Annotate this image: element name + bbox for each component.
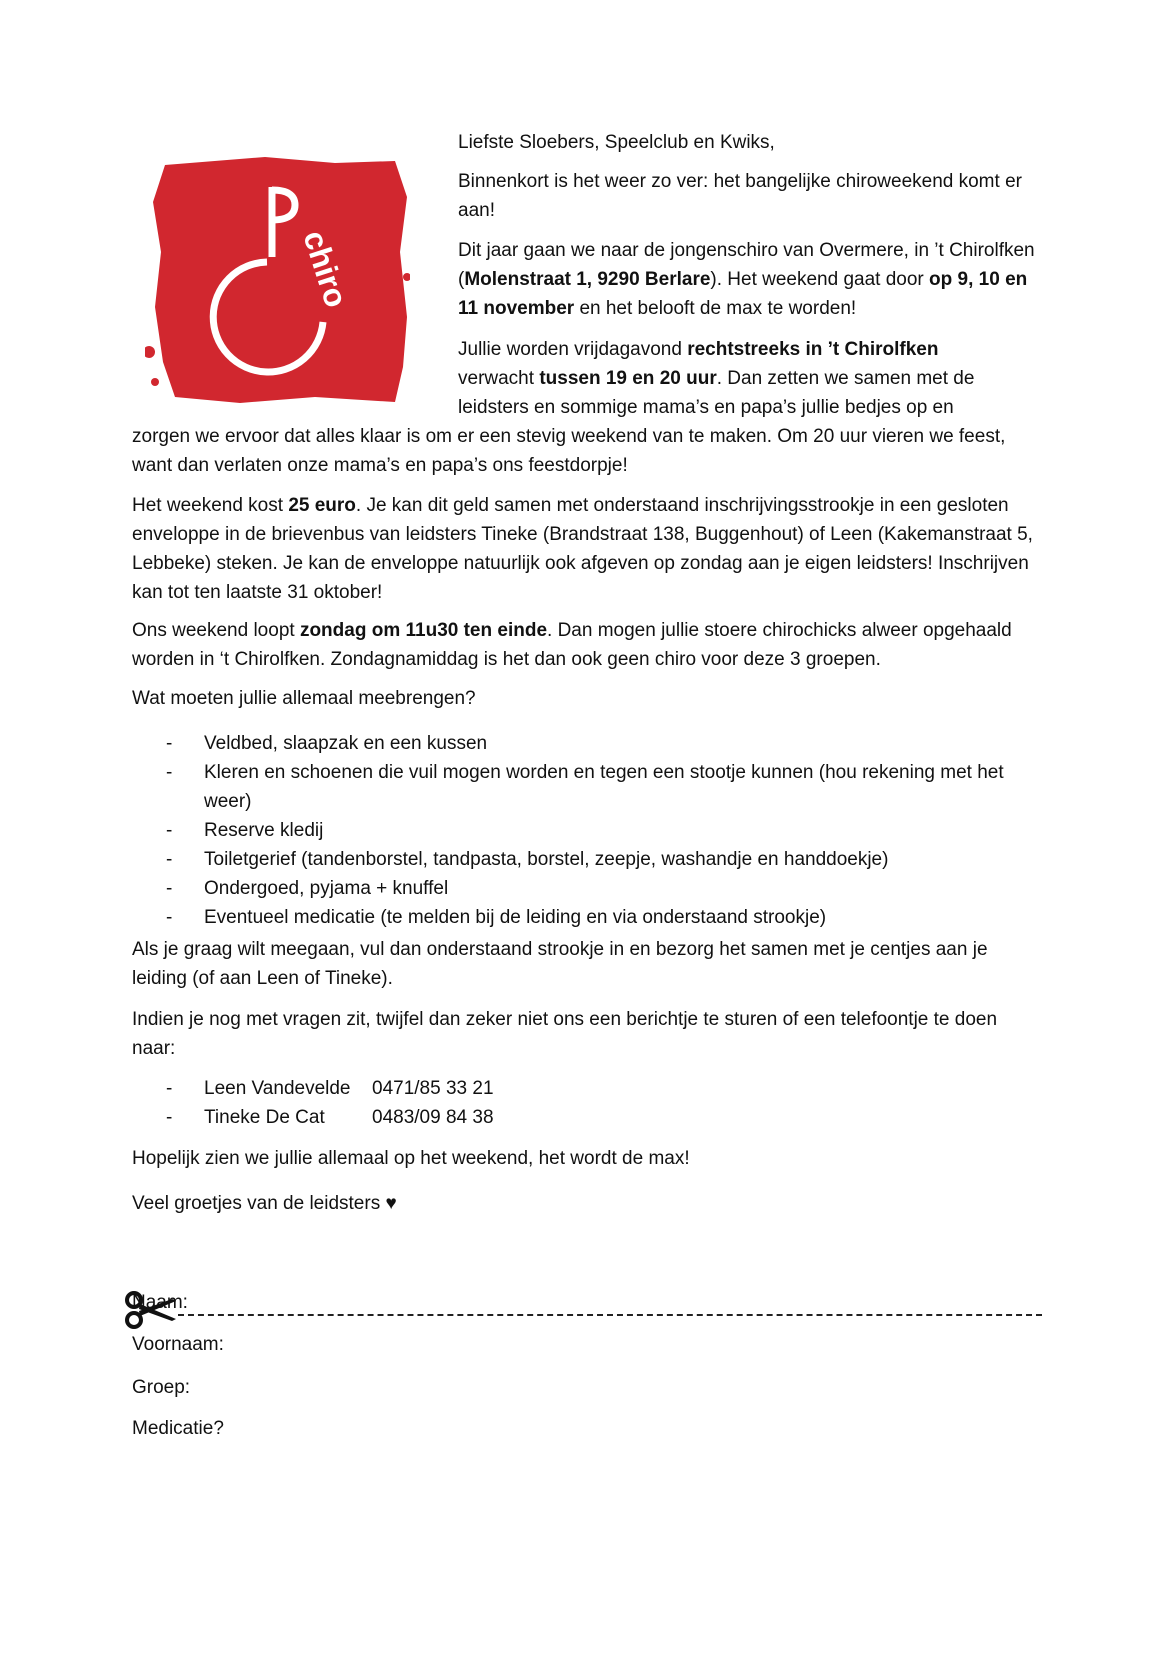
greeting: Liefste Sloebers, Speelclub en Kwiks, — [458, 132, 775, 153]
signup-paragraph: Als je graag wilt meegaan, vul dan onderstaand strookje in en bezorg het samen met je centjes aan je leiding (of aan Leen of Tineke). — [132, 939, 988, 989]
end-paragraph: Ons weekend loopt zondag om 11u30 ten einde. Dan mogen jullie stoere chirochicks alweer opgehaald worden in ‘t Chirolfken. Zondagnamiddag is het dan ook geen chiro voor deze 3 groepen. — [132, 620, 1012, 670]
signature: Veel groetjes van de leidsters ♥ — [132, 1193, 397, 1214]
closing-paragraph: Hopelijk zien we jullie allemaal op het weekend, het wordt de max! — [132, 1148, 690, 1169]
contact-list — [160, 1074, 1040, 1132]
price: 25 euro — [288, 495, 356, 516]
field-voornaam: Voornaam: — [132, 1334, 224, 1355]
packing-list — [160, 729, 1040, 932]
price-paragraph: Het weekend kost 25 euro. Je kan dit geld samen met onderstaand inschrijvingsstrookje in een gesloten enveloppe in de brievenbus van leidsters Tineke (Brandstraat 138, Buggenhout) of Leen (Kakemanstraat 5, Lebbeke) steken. Je kan de enveloppe natuurlijk ook afgeven op zondag aan je eigen leidsters! Inschrijven kan tot ten laatste 31 oktober! — [132, 495, 1033, 603]
contact-phone: 0471/85 33 21 — [372, 1078, 494, 1099]
list-item: - Veldbed, slaapzak en een kussen — [166, 733, 488, 754]
arrival-paragraph-continued: zorgen we ervoor dat alles klaar is om er een stevig weekend van te maken. Om 20 uur vieren we feest, want dan verlaten onze mama’s en papa’s ons feestdorpje! — [132, 426, 1006, 476]
logo-text: chiro — [296, 226, 355, 312]
list-item: - Eventueel medicatie (te melden bij de leiding en via onderstaand strookje) — [166, 907, 827, 928]
packing-question: Wat moeten jullie allemaal meebrengen? — [132, 688, 476, 709]
contact-item: - Tineke De Cat 0483/09 84 38 — [160, 1103, 1040, 1132]
intro-paragraph: Binnenkort is het weer zo ver: het bangelijke chiroweekend komt er aan! — [458, 171, 1022, 221]
list-item: - Toiletgerief (tandenborstel, tandpasta, borstel, zeepje, washandje en handdoekje) — [166, 849, 889, 870]
contact-paragraph: Indien je nog met vragen zit, twijfel dan zeker niet ons een berichtje te sturen of een telefoontje te doen naar: — [132, 1009, 998, 1059]
field-groep: Groep: — [132, 1377, 191, 1398]
end-time: zondag om 11u30 ten einde — [299, 620, 548, 641]
contact-phone: 0483/09 84 38 — [372, 1107, 494, 1128]
dashed-divider — [178, 1314, 1042, 1316]
dates: op 9, 10 en 11 november — [458, 269, 1028, 319]
address: Molenstraat 1, 9290 Berlare — [464, 269, 711, 290]
arrival-time: tussen 19 en 20 uur — [539, 368, 717, 389]
contact-name: Leen Vandevelde — [204, 1078, 351, 1099]
contact-name: Tineke De Cat — [204, 1107, 325, 1128]
arrival-paragraph: Jullie worden vrijdagavond rechtstreeks in ’t Chirolfken verwacht tussen 19 en 20 uur. Dan zetten we samen met de leidsters en sommige mama’s en papa’s jullie bedjes op en — [458, 339, 975, 418]
field-medicatie: Medicatie? — [132, 1418, 224, 1439]
list-item: - Reserve kledij — [166, 820, 324, 841]
list-item: - Ondergoed, pyjama + knuffel — [166, 878, 449, 899]
contact-item: - Leen Vandevelde 0471/85 33 21 — [160, 1074, 1040, 1103]
cut-line — [124, 1290, 1044, 1330]
chiro-logo — [145, 157, 410, 407]
location-paragraph: Dit jaar gaan we naar de jongenschiro van Overmere, in ’t Chirolfken (Molenstraat 1, 9290 Berlare). Het weekend gaat door op 9, 10 en 11 november en het belooft de max te worden! — [458, 240, 1035, 319]
field-naam: Naam: — [132, 1292, 188, 1313]
list-item: - Kleren en schoenen die vuil mogen worden en tegen een stootje kunnen (hou rekening met het weer) — [166, 762, 1004, 812]
